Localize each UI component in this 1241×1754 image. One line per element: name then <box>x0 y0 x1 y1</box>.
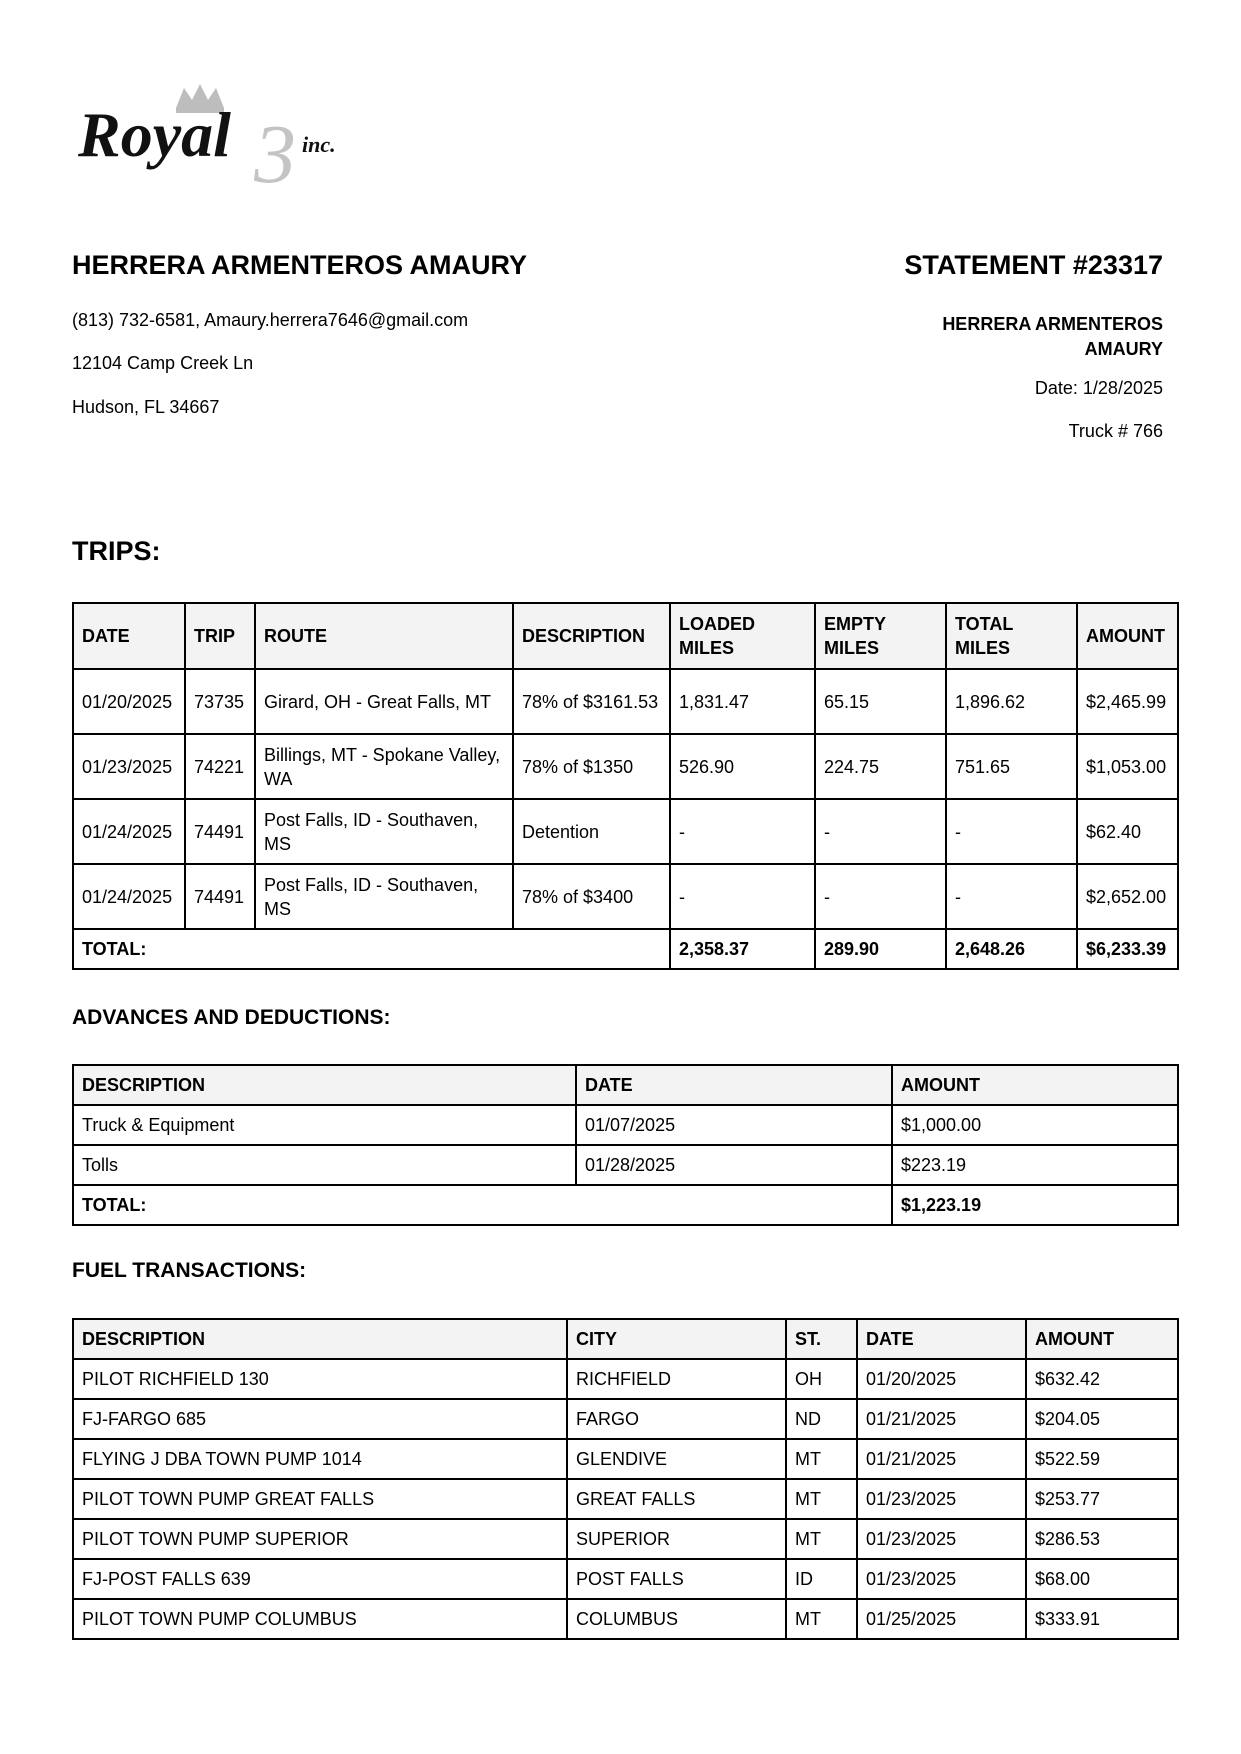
col-header-route: ROUTE <box>255 603 513 669</box>
cell: Post Falls, ID - Southaven, MS <box>255 799 513 864</box>
cell: $1,053.00 <box>1077 734 1178 799</box>
cell: 01/28/2025 <box>576 1145 892 1185</box>
cell: 1,896.62 <box>946 669 1077 734</box>
cell: GREAT FALLS <box>567 1479 786 1519</box>
table-row <box>73 1145 1178 1185</box>
col-header-total-miles: TOTAL MILES <box>946 603 1077 669</box>
table-row <box>73 1559 1178 1599</box>
cell: PILOT TOWN PUMP COLUMBUS <box>73 1599 567 1639</box>
cell: 01/25/2025 <box>857 1599 1026 1639</box>
cell: ID <box>786 1559 857 1599</box>
cell: $253.77 <box>1026 1479 1178 1519</box>
cell: PILOT TOWN PUMP GREAT FALLS <box>73 1479 567 1519</box>
cell: POST FALLS <box>567 1559 786 1599</box>
cell: 01/07/2025 <box>576 1105 892 1145</box>
cell: 01/24/2025 <box>73 799 185 864</box>
cell: $204.05 <box>1026 1399 1178 1439</box>
total-amount: $1,223.19 <box>892 1185 1178 1225</box>
cell: PILOT TOWN PUMP SUPERIOR <box>73 1519 567 1559</box>
table-row <box>73 864 1178 929</box>
cell: Billings, MT - Spokane Valley, WA <box>255 734 513 799</box>
cell: MT <box>786 1519 857 1559</box>
table-row <box>73 669 1178 734</box>
col-header-description: DESCRIPTION <box>73 1065 576 1105</box>
cell: - <box>946 864 1077 929</box>
crown-logo-icon <box>78 80 378 190</box>
cell: $632.42 <box>1026 1359 1178 1399</box>
cell: GLENDIVE <box>567 1439 786 1479</box>
cell: $286.53 <box>1026 1519 1178 1559</box>
trips-title: TRIPS: <box>72 536 161 566</box>
col-header-date: DATE <box>576 1065 892 1105</box>
cell: FARGO <box>567 1399 786 1439</box>
cell: FLYING J DBA TOWN PUMP 1014 <box>73 1439 567 1479</box>
cell: - <box>815 864 946 929</box>
col-header-amount: AMOUNT <box>1026 1319 1178 1359</box>
cell: $223.19 <box>892 1145 1178 1185</box>
trips-table <box>72 602 1179 970</box>
table-row <box>73 1105 1178 1145</box>
total-amount: $6,233.39 <box>1077 929 1178 969</box>
cell: - <box>815 799 946 864</box>
driver-address-line1: 12104 Camp Creek Ln <box>72 353 254 373</box>
cell: FJ-POST FALLS 639 <box>73 1559 567 1599</box>
driver-address-line2: Hudson, FL 34667 <box>72 397 220 417</box>
driver-name: HERRERA ARMENTEROS AMAURY <box>72 250 528 280</box>
total-label: TOTAL: <box>73 929 670 969</box>
table-row <box>73 799 1178 864</box>
cell: 65.15 <box>815 669 946 734</box>
statement-name-line2: AMAURY <box>1084 339 1163 359</box>
deductions-table <box>72 1064 1179 1226</box>
deductions-header-row <box>73 1065 1178 1105</box>
truck-number: Truck # 766 <box>1068 421 1163 441</box>
cell: MT <box>786 1439 857 1479</box>
cell: 1,831.47 <box>670 669 815 734</box>
cell: $1,000.00 <box>892 1105 1178 1145</box>
cell: COLUMBUS <box>567 1599 786 1639</box>
trips-total-row <box>73 929 1178 969</box>
cell: 01/20/2025 <box>73 669 185 734</box>
cell: 01/24/2025 <box>73 864 185 929</box>
total-label: TOTAL: <box>73 1185 892 1225</box>
cell: - <box>670 799 815 864</box>
cell: FJ-FARGO 685 <box>73 1399 567 1439</box>
fuel-header-row <box>73 1319 1178 1359</box>
cell: MT <box>786 1599 857 1639</box>
col-header-loaded-miles: LOADED MILES <box>670 603 815 669</box>
col-header-date: DATE <box>73 603 185 669</box>
cell: 01/20/2025 <box>857 1359 1026 1399</box>
svg-text:inc.: inc. <box>302 132 336 157</box>
cell: 78% of $3400 <box>513 864 670 929</box>
table-row <box>73 1439 1178 1479</box>
cell: 74221 <box>185 734 255 799</box>
cell: 01/23/2025 <box>857 1519 1026 1559</box>
col-header-empty-miles: EMPTY MILES <box>815 603 946 669</box>
cell: $62.40 <box>1077 799 1178 864</box>
col-header-state: ST. <box>786 1319 857 1359</box>
cell: - <box>670 864 815 929</box>
table-row <box>73 1479 1178 1519</box>
cell: 526.90 <box>670 734 815 799</box>
total-loaded-miles: 2,358.37 <box>670 929 815 969</box>
cell: 751.65 <box>946 734 1077 799</box>
cell: SUPERIOR <box>567 1519 786 1559</box>
cell: RICHFIELD <box>567 1359 786 1399</box>
cell: 224.75 <box>815 734 946 799</box>
cell: ND <box>786 1399 857 1439</box>
cell: Post Falls, ID - Southaven, MS <box>255 864 513 929</box>
table-row <box>73 734 1178 799</box>
fuel-title: FUEL TRANSACTIONS: <box>72 1259 307 1282</box>
cell: $522.59 <box>1026 1439 1178 1479</box>
cell: 01/23/2025 <box>73 734 185 799</box>
cell: 01/23/2025 <box>857 1559 1026 1599</box>
cell: Tolls <box>73 1145 576 1185</box>
cell: $2,465.99 <box>1077 669 1178 734</box>
cell: - <box>946 799 1077 864</box>
col-header-description: DESCRIPTION <box>73 1319 567 1359</box>
cell: 78% of $1350 <box>513 734 670 799</box>
driver-contact: (813) 732-6581, Amaury.herrera7646@gmail.com <box>72 310 469 330</box>
cell: Girard, OH - Great Falls, MT <box>255 669 513 734</box>
statement-number: STATEMENT #23317 <box>904 250 1163 280</box>
table-row <box>73 1599 1178 1639</box>
col-header-description: DESCRIPTION <box>513 603 670 669</box>
svg-text:3: 3 <box>254 108 296 190</box>
cell: 01/21/2025 <box>857 1439 1026 1479</box>
cell: $68.00 <box>1026 1559 1178 1599</box>
cell: $333.91 <box>1026 1599 1178 1639</box>
fuel-table <box>72 1318 1179 1640</box>
cell: MT <box>786 1479 857 1519</box>
total-miles: 2,648.26 <box>946 929 1077 969</box>
deductions-total-row <box>73 1185 1178 1225</box>
cell: OH <box>786 1359 857 1399</box>
col-header-date: DATE <box>857 1319 1026 1359</box>
statement-driver-name <box>903 312 1163 362</box>
cell: 73735 <box>185 669 255 734</box>
trips-header-row <box>73 603 1178 669</box>
cell: 74491 <box>185 864 255 929</box>
total-empty-miles: 289.90 <box>815 929 946 969</box>
cell: Truck & Equipment <box>73 1105 576 1145</box>
cell: $2,652.00 <box>1077 864 1178 929</box>
cell: PILOT RICHFIELD 130 <box>73 1359 567 1399</box>
company-logo <box>78 80 378 190</box>
cell: 01/21/2025 <box>857 1399 1026 1439</box>
col-header-city: CITY <box>567 1319 786 1359</box>
deductions-title: ADVANCES AND DEDUCTIONS: <box>72 1006 391 1029</box>
statement-date: Date: 1/28/2025 <box>1034 378 1163 398</box>
table-row <box>73 1359 1178 1399</box>
statement-name-line1: HERRERA ARMENTEROS <box>942 314 1163 334</box>
col-header-amount: AMOUNT <box>1077 603 1178 669</box>
table-row <box>73 1519 1178 1559</box>
cell: Detention <box>513 799 670 864</box>
col-header-trip: TRIP <box>185 603 255 669</box>
col-header-amount: AMOUNT <box>892 1065 1178 1105</box>
cell: 74491 <box>185 799 255 864</box>
svg-text:Royal: Royal <box>78 99 231 170</box>
table-row <box>73 1399 1178 1439</box>
cell: 01/23/2025 <box>857 1479 1026 1519</box>
cell: 78% of $3161.53 <box>513 669 670 734</box>
